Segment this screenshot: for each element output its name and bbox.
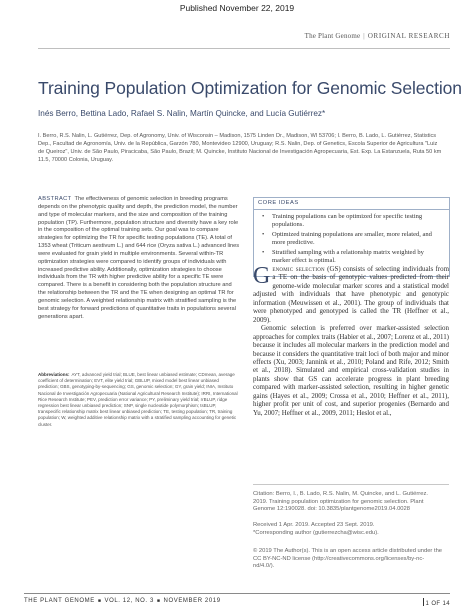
footer-journal: THE PLANT GENOME	[24, 598, 95, 604]
core-idea-item: • Training populations can be optimized for specific testing populations.	[261, 213, 443, 229]
published-date: Published November 22, 2019	[179, 3, 295, 13]
abstract	[38, 196, 240, 322]
citation: Citation: Berro, I., B. Lado, R.S. Nalin, M. Quincke, and L. Gutiérrez. 2019. Training population optimization for genomic selection. Plant Genome 12:190028. doi: 10.3835/plantgenome2019.04.0028	[253, 491, 428, 513]
drop-cap: G	[253, 263, 271, 289]
core-ideas-rule	[254, 209, 449, 210]
abbreviations	[38, 372, 240, 428]
body-text	[253, 265, 449, 417]
journal-name: The Plant Genome	[304, 32, 361, 40]
license-notice: © 2019 The Author(s). This is an open access article distributed under the CC BY-NC-ND license (http://creativecommons.org/licenses/by-nc-nd/4.0/).	[253, 548, 443, 570]
footer-volume: VOL. 12, NO. 3	[104, 598, 154, 604]
affiliations: I. Berro, R.S. Nalin, L. Gutiérrez, Dep. of Agronomy, Univ. of Wisconsin – Madison, 1575 Linden Dr., Madison, WI 53706; I. Berro, B. Lado, L. Gutiérrez, Statistics Dep., Facultad de Agronomía, Univ. de la República, Garzón 780, Montevideo 12900, Uruguay; R.S. Nalin, Dep. of Genetics, Escola Superior de Agricultura "Luiz de Queiroz", Univ. de São Paulo, Piracicaba, São Paulo, Brazil; M. Quincke, Instituto Nacional de Investigación Agropecuaria, Est. Exp. La Estanzuela, Ruta 50 km 11.5, 70000 Colonia, Uruguay.	[38, 133, 442, 163]
received-dates	[253, 522, 443, 537]
header-separator: |	[363, 32, 365, 40]
abbreviations-text: AYT, advanced yield trial; BLUE, best linear unbiased estimate; CDmean, average coefficient of determination; EVT, elite yield trial; GBLUP, mixed model best linear unbiased prediction; GBS, genotyping-by-sequencing; GS, genomic selection; GY, grain yield; INIA, Instituto Nacional de Investigación Agropecuaria (National Agricultural Research Institute); IRRI, International Rice Research Institute; PEV, prediction error variance; PY, preliminary yield trial; rrBLUP, ridge regression best linear unbiased prediction; SNP, single nucleotide polymorphism; tsBLUP, transpecific relationship matrix best linear unbiased prediction; TE, testing population; TR, training population; W, weighted additive relationship matrix with a stratified sampling accounting for genetic cluster.	[38, 372, 238, 427]
author-list: Inés Berro, Bettina Lado, Rafael S. Nalin, Martín Quincke, and Lucía Gutiérrez*	[38, 109, 326, 118]
abstract-label: ABSTRACT	[38, 196, 72, 202]
article-title: Training Population Optimization for Genomic Selection	[38, 78, 462, 98]
citation-rule	[253, 484, 449, 485]
journal-header	[305, 32, 450, 40]
body-paragraph-2: Genomic selection is preferred over marker-assisted selection approaches for complex traits (Habier et al., 2007; Lorenz et al., 2011) because it includes all molecular markers in the prediction model and because it considers the quantitative trait loci of both major and minor effects (Xu, 2003; Jannink et al., 2010; Poland and Rife, 2012; Smith et al., 2018). Simulated and empirical cross-validation studies in plants show that GS can accelerate progress in plant breeding compared with marker-assisted selection, resulting in higher genetic gains (Hayes et al., 2009; Crossa et al., 2010; Heffner et al., 2011), higher profit per unit of cost, and superior progenies (Bernardo and Yu, 2007; Heffner et al., 2009, 2011; Heslot et al.,	[253, 324, 449, 417]
article-section: ORIGINAL RESEARCH	[367, 32, 450, 40]
core-ideas-title: CORE IDEAS	[258, 200, 299, 206]
core-ideas-list	[261, 213, 443, 268]
body-paragraph-1: (GS) consists of selecting individuals from a TE on the basis of genotypic values predicted from their genome-wide molecular marker scores and a statistical model adjusted with individuals that have phenotypic and genotypic information (Meuwissen et al., 2001). The group of individuals that were phenotyped and genotyped is called the TR (Heffner et al., 2009).	[253, 265, 449, 324]
footer-rule	[24, 593, 450, 594]
page-divider	[423, 598, 424, 606]
lead-in-smallcaps: enomic selection	[272, 265, 325, 273]
corresponding-author: *Corresponding author (gutierrezcha@wisc.edu).	[253, 529, 379, 536]
core-idea-item: • Stratified sampling with a relationship matrix weighted by marker effect is optimal.	[261, 249, 443, 265]
footer-bullet: ■	[97, 598, 102, 604]
footer-date: NOVEMBER 2019	[163, 598, 221, 604]
page-number: 1 OF 14	[425, 601, 450, 607]
header-rule	[38, 48, 450, 49]
received-text: Received 1 Apr. 2019. Accepted 23 Sept. 2019.	[253, 522, 375, 528]
footer-journal-info	[24, 598, 221, 604]
core-idea-item: • Optimized training populations are smaller, more related, and more predictive.	[261, 231, 443, 247]
abbreviations-label: Abbreviations:	[38, 372, 70, 377]
footer-page	[423, 598, 450, 607]
footer-bullet: ■	[156, 598, 161, 604]
abstract-text: The effectiveness of genomic selection in breeding programs depends on the phenotypic quality and depth, the prediction model, the number and type of molecular markers, and the size and composition of the training population (TP). Furthermore, population structure and diversity have a key role in the composition of the optimal training sets. Our goal was to compare strategies for optimizing the TR for specific testing populations (TE). A total of 1353 wheat (Triticum aestivum L.) and 644 rice (Oryza sativa L.) advanced lines were evaluated for grain yield in multiple environments. Several within-TR optimization strategies were compared to identify groups of individuals with increased predictive ability. Additionally, optimization strategies to choose individuals from the TR with higher predictive ability for a specific TE were compared. There is a benefit in considering both the population structure and the relationship between the TR and the TE when designing an optimal TR for genomic selection. A weighted relationship matrix with stratified sampling is the best strategy for forward predictions of quantitative traits in populations several generations apart.	[38, 196, 240, 320]
